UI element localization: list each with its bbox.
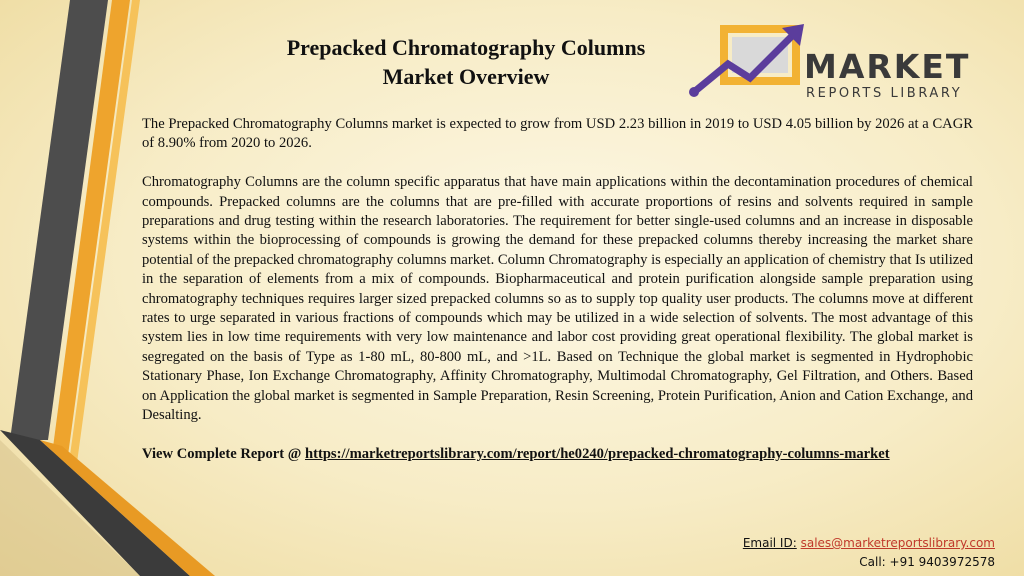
report-link[interactable]: https://marketreportslibrary.com/report/he0240/prepacked-chromatography-columns-market	[304, 445, 890, 462]
logo-word-market: MARKET	[804, 47, 971, 86]
intro-paragraph: The Prepacked Chromatography Columns market is expected to grow from USD 2.23 billion in 2019 to USD 4.05 billion by 2026 at a CAGR of 8.90% from 2020 to 2026.	[142, 116, 973, 152]
email-label: Email ID:	[742, 536, 797, 550]
phone-line: Call: +91 9403972578	[859, 555, 995, 569]
page-title	[236, 33, 696, 91]
email-link[interactable]: sales@marketreportslibrary.com	[800, 536, 995, 550]
view-report-label: View Complete Report @	[142, 445, 305, 462]
logo-word-reports-library: REPORTS LIBRARY	[806, 86, 963, 101]
view-report-line	[142, 445, 973, 464]
contact-info	[743, 534, 995, 572]
market-overview-body	[142, 115, 973, 484]
title-line-1: Prepacked Chromatography Columns	[286, 35, 646, 60]
email-line	[743, 534, 995, 553]
description-paragraph: Chromatography Columns are the column specific apparatus that have main applications within the decontamination procedures of chemical compounds. Prepacked columns are the columns that are pre-filled with accurate proportions of resins and solvents required in sample preparations and drug testing within the research laboratories. The requirement for better single-used columns and an increase in disposable systems within the bioprocessing of compounds is growing the demand for these prepacked columns thereby increasing the market share potential of the prepacked chromatography columns market. Column Chromatography is especially an application of chemistry that Is utilized in the separation of elements from a mix of compounds. Biopharmaceutical and protein purification alongside sample preparation using chromatography techniques requires larger sized prepacked columns so as to supply top quality user products. The columns move at different rates to urge separated in various fractions of compounds which may be utilized in a wide selection of solvents. The most advantage of this system lies in low time requirements with very low maintenance and labor cost providing great operational flexibility. The global market is segregated on the basis of Type as 1-80 mL, 80-800 mL, and >1L. Based on Technique the global market is segmented in Hydrophobic Stationary Phase, Ion Exchange Chromatography, Affinity Chromatography, Multimodal Chromatography, Gel Filtration, and Others. Based on Application the global market is segmented in Sample Preparation, Resin Screening, Protein Purification, Anion and Cation Exchange, and Desalting.	[142, 174, 973, 424]
title-line-2: Market Overview	[382, 64, 550, 89]
